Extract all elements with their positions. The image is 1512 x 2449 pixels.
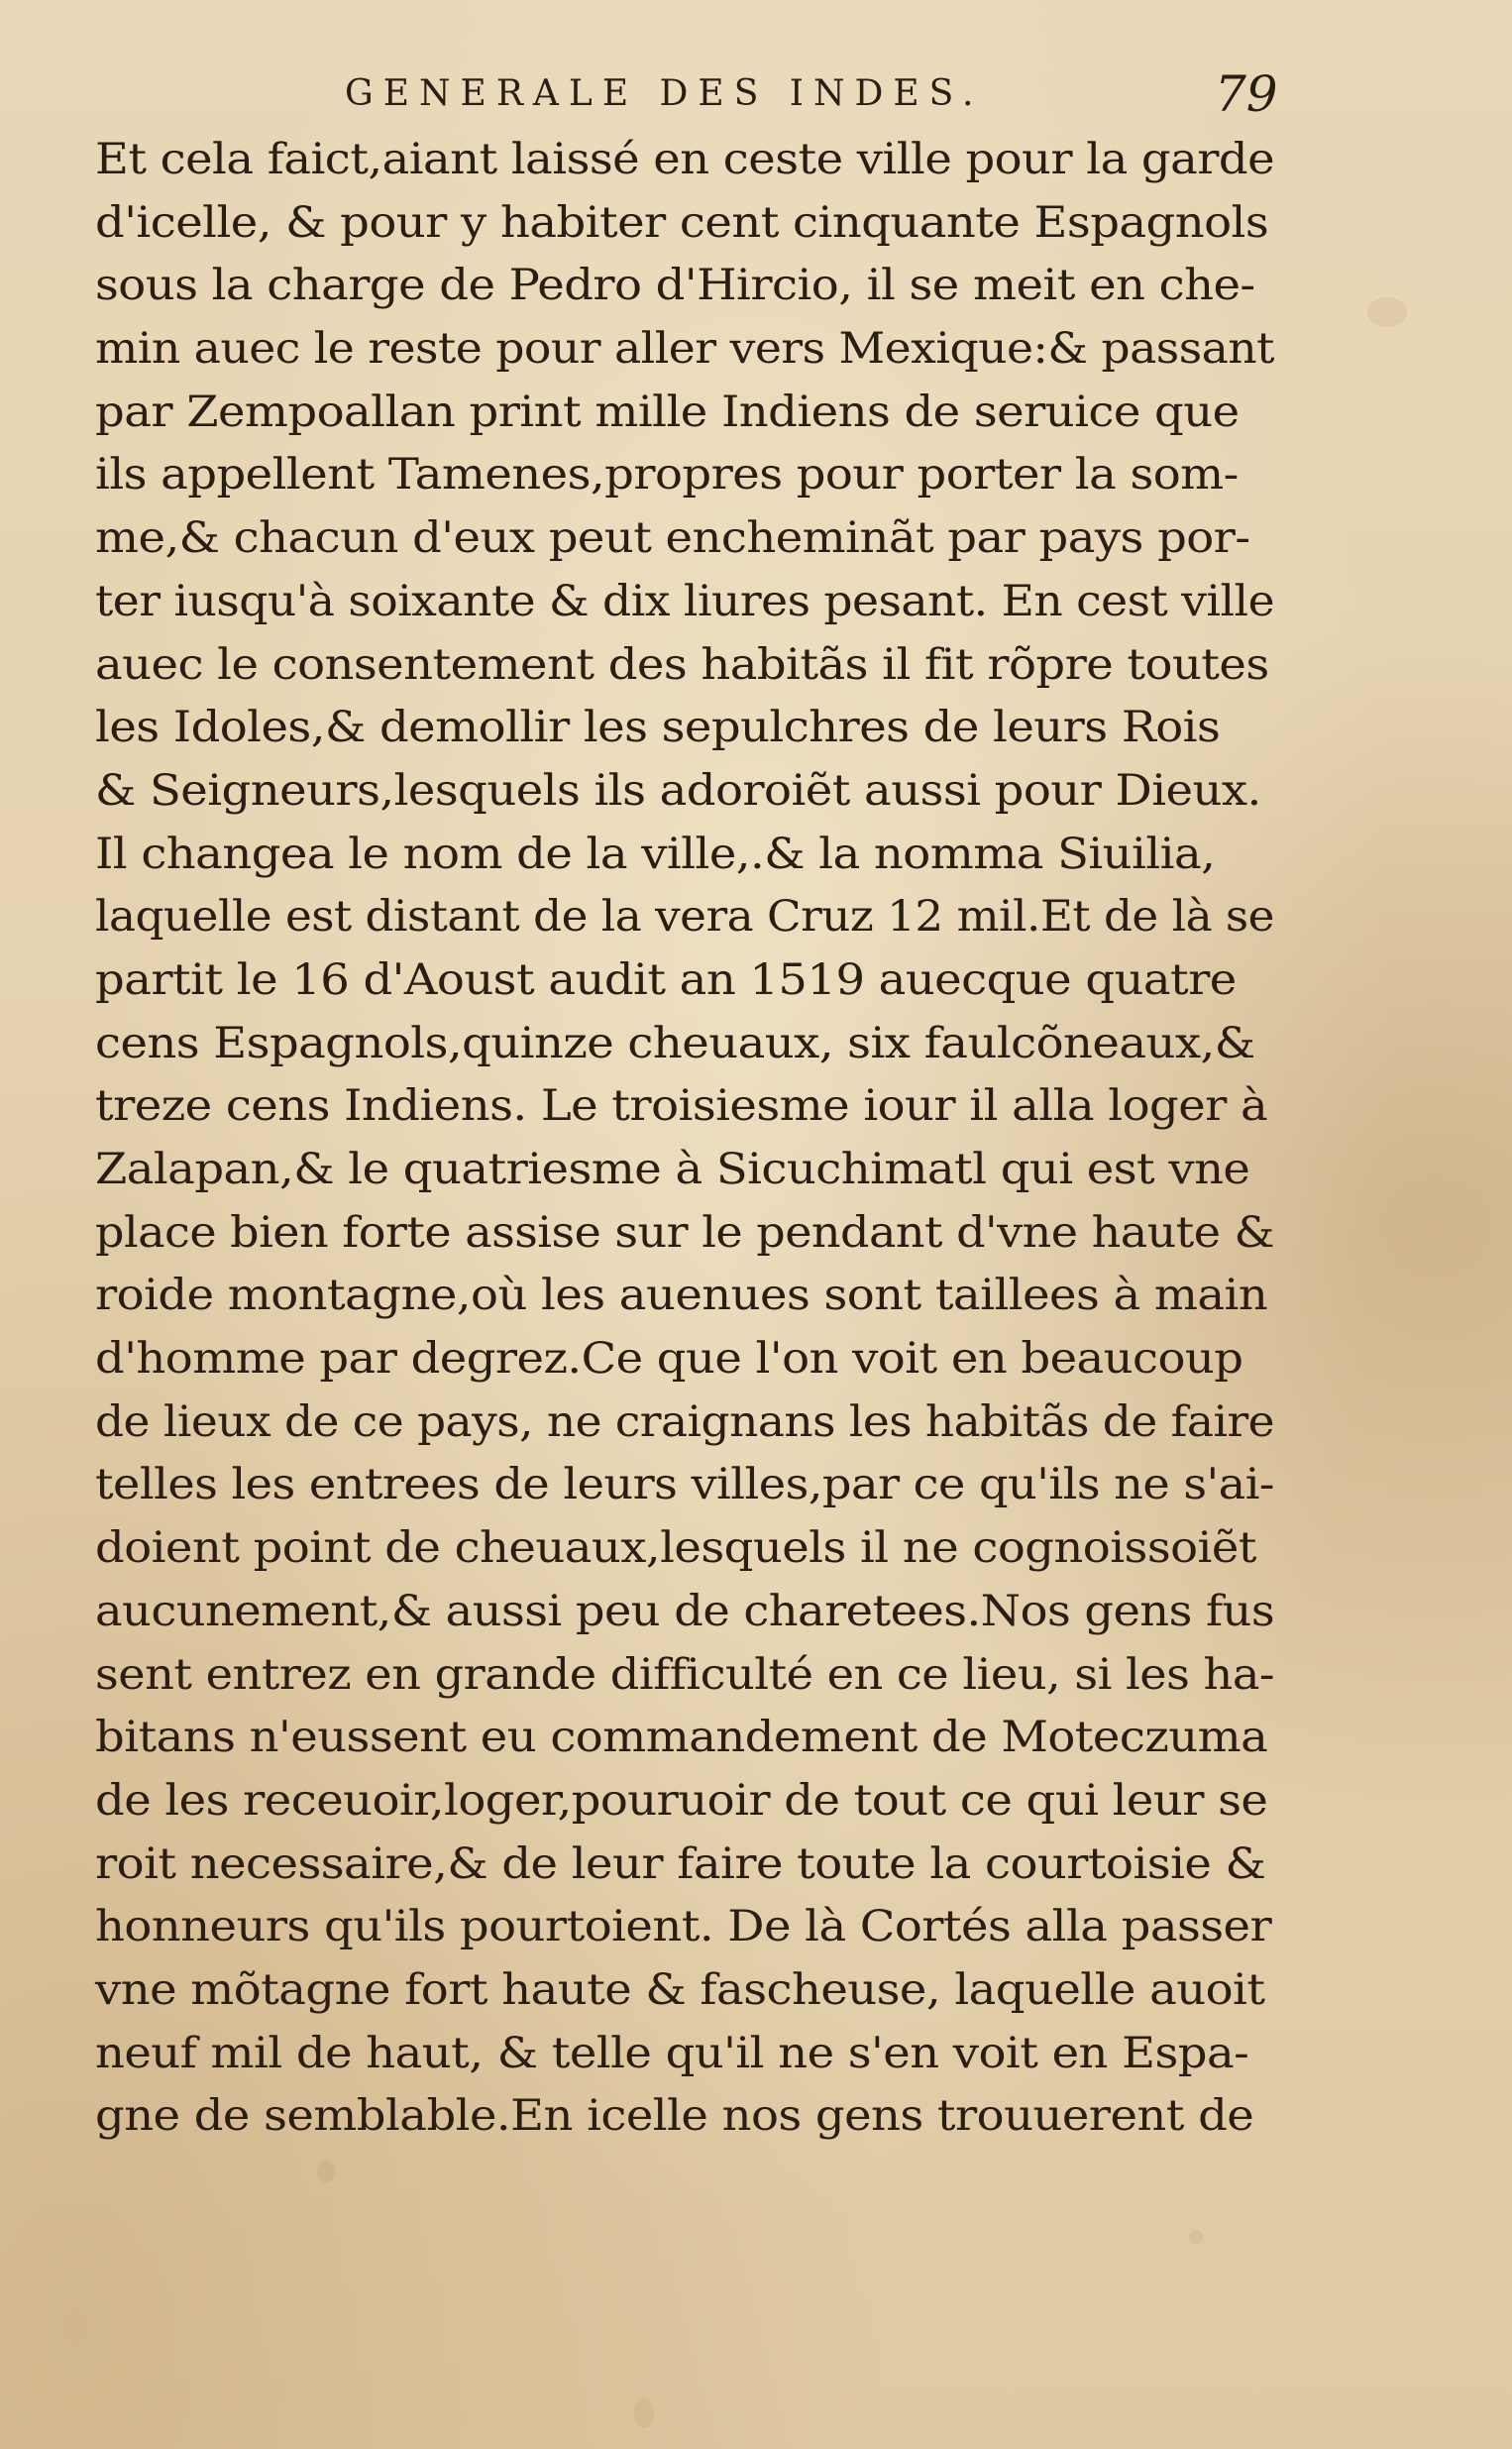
text-line: place bien forte assise sur le pendant d'vne haute & [95,1207,1275,1258]
text-line: telles les entrees de leurs villes,par ce qu'ils ne s'ai- [95,1460,1275,1510]
text-line: Et cela faict,aiant laissé en ceste ville pour la garde [95,135,1275,184]
text-line: d'icelle, & pour y habiter cent cinquante Espagnols [95,197,1269,248]
paper-stain [317,2161,335,2182]
text-line: roit necessaire,& de leur faire toute la courtoisie & [95,1838,1266,1889]
text-line: ter iusqu'à soixante & dix liures pesant. En cest ville [95,576,1275,626]
text-line: laquelle est distant de la vera Cruz 12 mil.Et de là se [95,892,1274,943]
text-line: auec le consentement des habitãs il fit rõpre toutes [95,639,1269,690]
text-line: les Idoles,& demollir les sepulchres de leurs Rois [95,703,1221,753]
text-line: doient point de cheuaux,lesquels il ne cognoissoiẽt [95,1523,1256,1574]
text-line: d'homme par degrez.Ce que l'on voit en beaucoup [95,1334,1243,1385]
text-line: sent entrez en grande difficulté en ce lieu, si les ha- [95,1649,1274,1700]
paper-stain [634,2398,654,2428]
text-line: neuf mil de haut, & telle qu'il ne s'en voit en Espa- [95,2028,1249,2078]
paper-stain [1189,2230,1203,2244]
text-line: par Zempoallan print mille Indiens de seruice que [95,387,1240,437]
text-line: cens Espagnols,quinze cheuaux, six faulcõneaux,& [95,1018,1255,1068]
text-line: & Seigneurs,lesquels ils adoroiẽt aussi pour Dieux. [95,765,1261,816]
text-line: de lieux de ce pays, ne craignans les habitãs de faire [95,1396,1275,1447]
text-line: de les receuoir,loger,pouruoir de tout ce qui leur se [95,1775,1268,1826]
page-number: 79 [1215,65,1278,123]
text-line: partit le 16 d'Aoust audit an 1519 auecque quatre [95,954,1237,1005]
text-line: roide montagne,où les auenues sont taillees à main [95,1271,1268,1321]
text-line: Zalapan,& le quatriesme à Sicuchimatl qui est vne [95,1145,1250,1194]
text-line: me,& chacun d'eux peut encheminãt par pays por- [95,513,1250,564]
text-line: honneurs qu'ils pourtoient. De là Cortés alla passer [95,1902,1272,1952]
text-line: vne mõtagne fort haute & fascheuse, laquelle auoit [95,1964,1265,2015]
page-header [0,67,1512,127]
text-line: treze cens Indiens. Le troisiesme iour il alla loger à [95,1081,1268,1132]
text-line: aucunement,& aussi peu de charetees.Nos gens fus [95,1586,1275,1636]
text-line: bitans n'eussent eu commandement de Moteczuma [95,1713,1268,1763]
text-line: min auec le reste pour aller vers Mexique:& passant [95,324,1274,375]
text-line: sous la charge de Pedro d'Hircio, il se meit en che- [95,261,1255,311]
text-line: gne de semblable.En icelle nos gens trouuerent de [95,2091,1254,2142]
body-text [95,129,1284,2149]
running-head: GENERALE DES INDES. [345,73,984,114]
text-line: Il changea le nom de la ville,.& la nomma Siuilia, [95,829,1216,879]
text-line: ils appellent Tamenes,propres pour porter la som- [95,450,1239,501]
